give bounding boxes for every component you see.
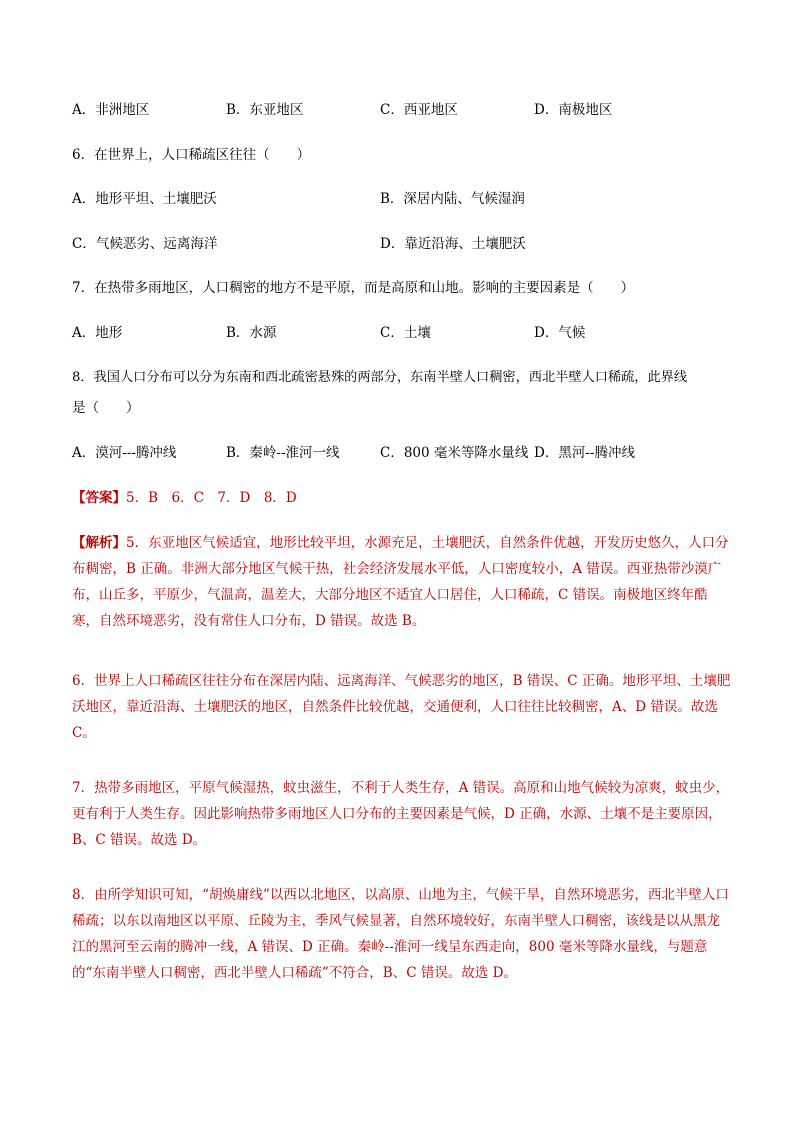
analysis-q5 (72, 530, 732, 634)
answer-line (72, 488, 297, 508)
analysis-q8: 8．由所学知识可知，“胡焕庸线”以西以北地区，以高原、山地为主，气候干旱，自然环境恶劣，西北半壁人口稀疏；以东以南地区以平原、丘陵为主，季风气候显著，自然环境较好，东南半壁人口稠密，该线是以从黑龙江的黑河至云南的腾冲一线，A 错误、D 正确。秦岭--淮河一线呈东西走向，800 毫米等降水量线，与题意的“东南半壁人口稠密，西北半壁人口稀疏”不符合，B、C 错误。故选 D。 (72, 887, 729, 981)
q8-stem-line2: 是（ ） (72, 400, 140, 416)
q8-option-b: B．秦岭--淮河一线 (226, 445, 340, 461)
q8-option-d: D．黑河--腾冲线 (534, 445, 635, 461)
analysis-q7: 7．热带多雨地区，平原气候湿热，蚊虫滋生，不利于人类生存，A 错误。高原和山地气候较为凉爽，蚊虫少，更有利于人类生存。因此影响热带多雨地区人口分布的主要因素是气候，D 正确，水源、土壤不是主要原因，B、C 错误。故选 D。 (72, 780, 730, 848)
q7-option-d: D．气候 (534, 325, 586, 341)
q6-option-c: C．气候恶劣、远离海洋 (72, 236, 218, 252)
analysis-q5-text: 5．东亚地区气候适宜，地形比较平坦，水源充足，土壤肥沃，自然条件优越，开发历史悠久，人口分布稠密，B 正确。非洲大部分地区气候干热，社会经济发展水平低，人口密度较小，A 错误。西亚热带沙漠广布，山丘多，平原少，气温高，温差大，大部分地区不适宜人口居住，人口稀疏，C 错误。南极地区终年酷寒，自然环境恶劣，没有常住人口分布，D 错误。故选 B。 (72, 535, 729, 629)
answer-label: 【答案】 (72, 490, 126, 506)
q6-option-b: B．深居内陆、气候湿润 (380, 191, 525, 207)
q5-option-c: C．西亚地区 (380, 102, 458, 118)
q6-option-d: D．靠近沿海、土壤肥沃 (380, 236, 526, 252)
q8-option-a: A．漠河---腾冲线 (72, 445, 177, 461)
analysis-q6: 6．世界上人口稀疏区往往分布在深居内陆、远离海洋、气候恶劣的地区，B 错误、C 正确。地形平坦、土壤肥沃地区，靠近沿海、土壤肥沃的地区，自然条件比较优越，交通便利，人口往往比较稠密，A、D 错误。故选 C。 (72, 673, 731, 741)
q7-option-b: B．水源 (226, 325, 277, 341)
answer-text: 5．B 6．C 7．D 8．D (126, 490, 297, 506)
q7-option-c: C．土壤 (380, 325, 431, 341)
q6-stem: 6．在世界上，人口稀疏区往往（ ） (72, 147, 311, 163)
q5-option-d: D．南极地区 (534, 102, 613, 118)
analysis-label: 【解析】 (72, 535, 126, 551)
q6-option-a: A．地形平坦、土壤肥沃 (72, 191, 217, 207)
q5-option-a: A．非洲地区 (72, 102, 150, 118)
q8-stem-line1: 8．我国人口分布可以分为东南和西北疏密悬殊的两部分，东南半壁人口稠密，西北半壁人口稀疏，此界线 (72, 370, 688, 385)
q7-stem: 7．在热带多雨地区，人口稠密的地方不是平原，而是高原和山地。影响的主要因素是（ ） (72, 280, 635, 296)
q5-option-b: B．东亚地区 (226, 102, 304, 118)
q8-option-c: C．800 毫米等降水量线 (380, 445, 529, 461)
q7-option-a: A．地形 (72, 325, 123, 341)
